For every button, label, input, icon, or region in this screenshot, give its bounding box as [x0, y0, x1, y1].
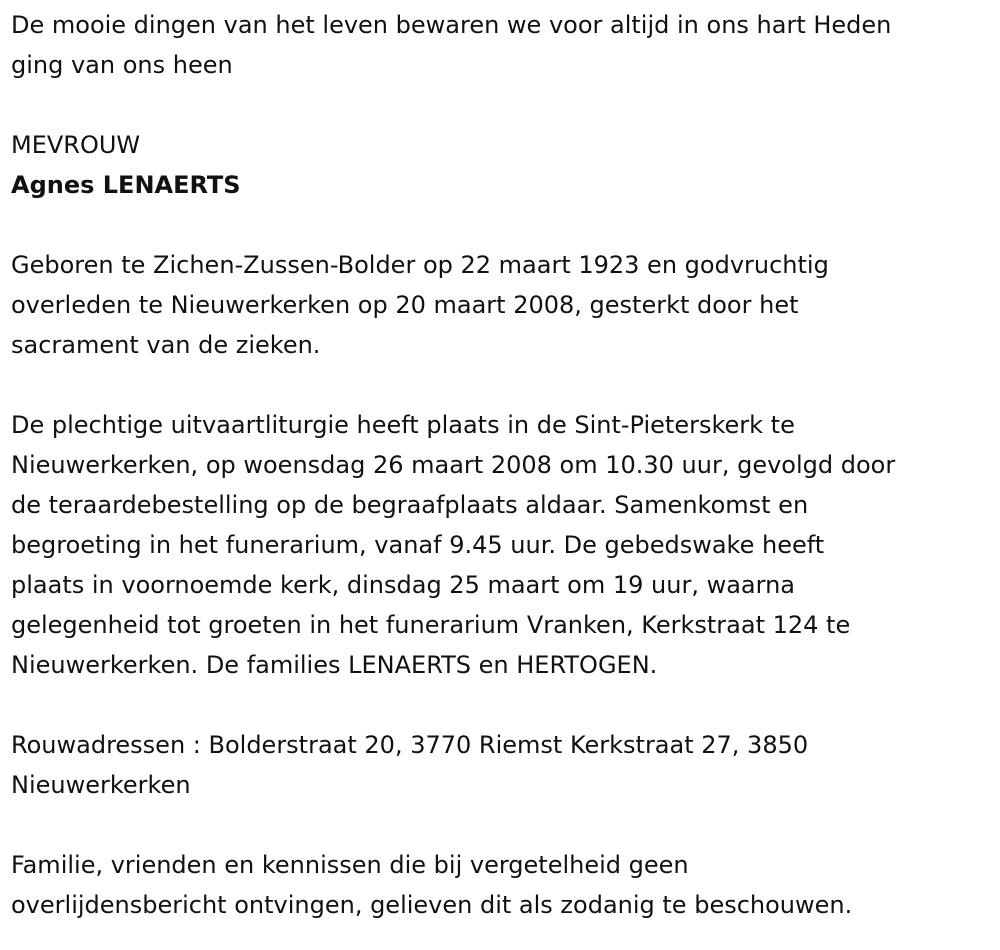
ceremony-line: De plechtige uitvaartliturgie heeft plaats in de Sint-Pieterskerk te [11, 411, 795, 439]
address-line: Rouwadressen : Bolderstraat 20, 3770 Riemst Kerkstraat 27, 3850 [11, 731, 809, 759]
birth-death-line: overleden te Nieuwerkerken op 20 maart 2008, gesterkt door het [11, 291, 799, 319]
closing-line: overlijdensbericht ontvingen, gelieven dit als zodanig te beschouwen. [11, 891, 853, 919]
ceremony-line: begroeting in het funerarium, vanaf 9.45 uur. De gebedswake heeft [11, 531, 825, 559]
ceremony-line: gelegenheid tot groeten in het funerarium Vranken, Kerkstraat 124 te [11, 611, 851, 639]
mourning-addresses [11, 725, 991, 805]
ceremony-line: plaats in voornoemde kerk, dinsdag 25 maart om 19 uur, waarna [11, 571, 795, 599]
paragraph-spacer [11, 805, 991, 845]
motto-line: De mooie dingen van het leven bewaren we voor altijd in ons hart Heden [11, 11, 892, 39]
deceased-header [11, 125, 991, 205]
ceremony-line: Nieuwerkerken, op woensdag 26 maart 2008 om 10.30 uur, gevolgd door [11, 451, 896, 479]
honorific: MEVROUW [11, 131, 141, 159]
closing-line: Familie, vrienden en kennissen die bij vergetelheid geen [11, 851, 689, 879]
paragraph-spacer [11, 365, 991, 405]
ceremony-line: Nieuwerkerken. De families LENAERTS en HERTOGEN. [11, 651, 658, 679]
birth-death-line: Geboren te Zichen-Zussen-Bolder op 22 maart 1923 en godvruchtig [11, 251, 829, 279]
motto-line: ging van ons heen [11, 51, 233, 79]
address-line: Nieuwerkerken [11, 771, 191, 799]
birth-death-line: sacrament van de zieken. [11, 331, 321, 359]
paragraph-spacer [11, 85, 991, 125]
paragraph-spacer [11, 205, 991, 245]
birth-death-paragraph [11, 245, 991, 365]
deceased-name: Agnes LENAERTS [11, 171, 241, 199]
ceremony-line: de teraardebestelling op de begraafplaats aldaar. Samenkomst en [11, 491, 809, 519]
obituary-notice [11, 5, 991, 925]
opening-motto [11, 5, 991, 85]
closing-paragraph [11, 845, 991, 925]
paragraph-spacer [11, 685, 991, 725]
ceremony-paragraph [11, 405, 991, 685]
